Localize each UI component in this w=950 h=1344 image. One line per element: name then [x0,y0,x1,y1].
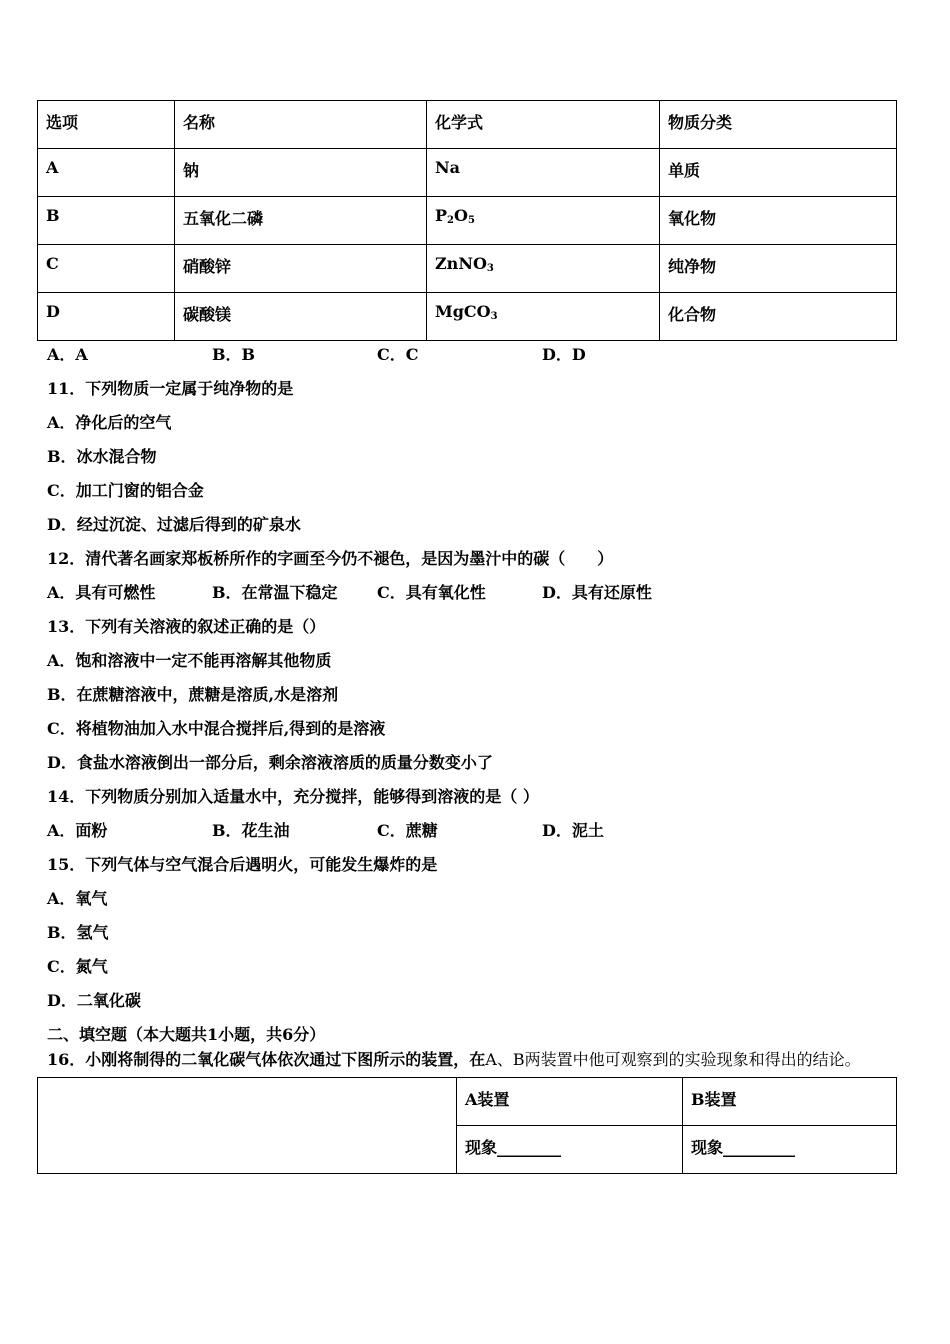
table-header-row [38,101,897,149]
option-b[interactable]: B．B [212,345,256,364]
option-a[interactable]: A．氧气 [47,889,108,908]
question-12-stem: 12．清代著名画家郑板桥所作的字画至今仍不褪色，是因为墨汁中的碳（ ） [47,549,614,568]
question-15-stem: 15．下列气体与空气混合后遇明火，可能发生爆炸的是 [47,855,438,874]
option-c[interactable]: C．氮气 [47,957,108,976]
option-c[interactable]: C．具有氧化性 [377,583,486,602]
name-cell: 钠 [175,149,427,197]
a-phenomenon-blank[interactable]: 现象________ [457,1126,683,1174]
option-d[interactable]: D．泥土 [542,821,604,840]
question-11-stem: 11．下列物质一定属于纯净物的是 [47,379,294,398]
option-a[interactable]: A．具有可燃性 [47,583,156,602]
question-13-stem: 13．下列有关溶液的叙述正确的是（） [47,617,326,636]
option-cell: D [38,293,175,341]
option-d[interactable]: D．具有还原性 [542,583,652,602]
option-c[interactable]: C．将植物油加入水中混合搅拌后,得到的是溶液 [47,719,386,738]
option-b[interactable]: B．花生油 [212,821,290,840]
option-d[interactable]: D．D [542,345,586,364]
option-cell: A [38,149,175,197]
option-a[interactable]: A．净化后的空气 [47,413,172,432]
option-a[interactable]: A．面粉 [47,821,108,840]
q10-options [47,342,707,365]
class-cell: 单质 [660,149,897,197]
option-cell: C [38,245,175,293]
question-14-stem: 14．下列物质分别加入适量水中，充分搅拌，能够得到溶液的是（ ） [47,787,539,806]
option-c[interactable]: C．蔗糖 [377,821,438,840]
table-row [38,149,897,197]
header-cell: 化学式 [427,101,660,149]
formula-cell: MgCO$_3$ [427,293,660,341]
b-apparatus-header: B装置 [683,1078,897,1126]
header-cell: 名称 [175,101,427,149]
table-row [38,197,897,245]
b-phenomenon-blank[interactable]: 现象_________ [683,1126,897,1174]
class-cell: 化合物 [660,293,897,341]
apparatus-table [37,1077,897,1174]
q12-options [47,580,707,603]
option-d[interactable]: D．食盐水溶液倒出一部分后，剩余溶液溶质的质量分数变小了 [47,753,493,772]
option-a[interactable]: A．A [47,345,88,364]
formula-cell: ZnNO$_3$ [427,245,660,293]
class-cell: 氧化物 [660,197,897,245]
option-d[interactable]: D．经过沉淀、过滤后得到的矿泉水 [47,515,301,534]
name-cell: 硝酸锌 [175,245,427,293]
section-heading: 二、填空题（本大题共1小题，共6分） [47,1025,326,1044]
option-b[interactable]: B．氢气 [47,923,109,942]
option-b[interactable]: B．在蔗糖溶液中，蔗糖是溶质,水是溶剂 [47,685,339,704]
option-d[interactable]: D．二氧化碳 [47,991,141,1010]
option-c[interactable]: C．C [377,345,419,364]
table-row [38,245,897,293]
class-cell: 纯净物 [660,245,897,293]
name-cell: 碳酸镁 [175,293,427,341]
question-16-stem: 16．小刚将制得的二氧化碳气体依次通过下图所示的装置，在A、B两装置中他可观察到的实验现象和得出的结论。 [47,1050,861,1069]
option-c[interactable]: C．加工门窗的铝合金 [47,481,204,500]
header-cell: 选项 [38,101,175,149]
table-row [38,1078,897,1126]
q14-options [47,818,707,841]
table-row [38,293,897,341]
option-cell: B [38,197,175,245]
apparatus-image-cell [38,1078,457,1174]
header-cell: 物质分类 [660,101,897,149]
formula-cell: $P_2O_5$ [427,197,660,245]
name-cell: 五氧化二磷 [175,197,427,245]
option-a[interactable]: A．饱和溶液中一定不能再溶解其他物质 [47,651,332,670]
a-apparatus-header: A装置 [457,1078,683,1126]
option-b[interactable]: B．在常温下稳定 [212,583,338,602]
formula-cell: Na [427,149,660,197]
option-b[interactable]: B．冰水混合物 [47,447,157,466]
classification-table [37,100,897,341]
